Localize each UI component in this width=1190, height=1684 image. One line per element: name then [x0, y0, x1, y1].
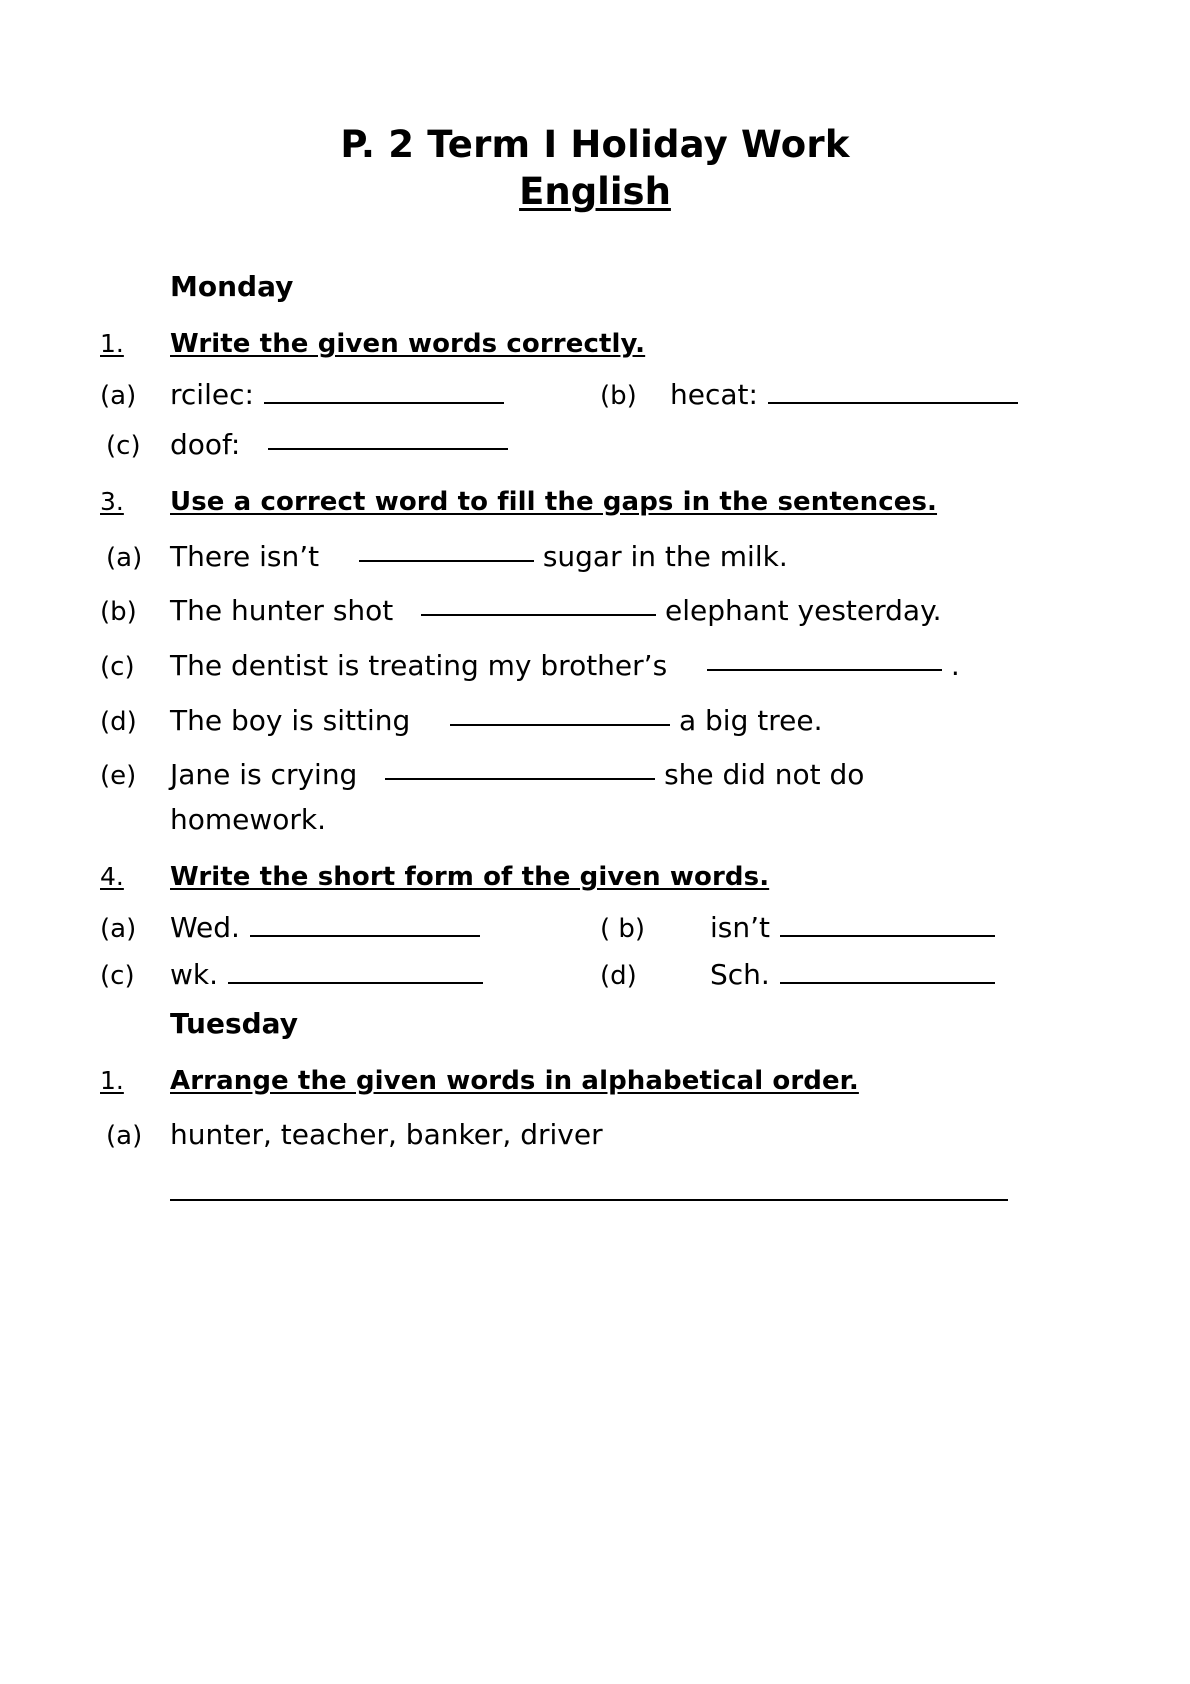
sentence-item-e	[100, 755, 1120, 796]
sentence-before: The dentist is treating my brother’s	[170, 648, 668, 682]
item-label: (b)	[600, 381, 637, 412]
day-heading-tuesday: Tuesday	[170, 1006, 298, 1040]
answer-row	[100, 378, 1120, 411]
item-content	[170, 646, 960, 687]
shortform-item-a	[100, 911, 600, 944]
item-label: (c)	[106, 431, 141, 462]
item-content	[170, 537, 788, 578]
item-word: hecat:	[670, 378, 758, 412]
word-list: hunter, teacher, banker, driver	[170, 1118, 603, 1152]
answer-row	[100, 958, 1120, 991]
item-label: (c)	[100, 651, 135, 682]
sentence-item-d	[100, 701, 1120, 742]
item-label: (a)	[106, 542, 143, 573]
sentence-item-e-continuation: homework.	[170, 802, 327, 836]
item-label: (d)	[100, 706, 137, 737]
sentence-before: The hunter shot	[170, 594, 394, 628]
item-label: (a)	[106, 1121, 143, 1152]
question-instruction: Arrange the given words in alphabetical order.	[170, 1065, 859, 1096]
document-header	[0, 0, 1190, 214]
sentence-after: sugar in the milk.	[542, 539, 788, 573]
question-heading-monday-1	[100, 326, 1120, 362]
item-label: (c)	[100, 960, 135, 991]
item-label: (e)	[100, 761, 137, 792]
sentence-after: she did not do	[664, 758, 865, 792]
blank-field[interactable]	[228, 981, 483, 984]
answer-line[interactable]	[170, 1198, 1008, 1201]
blank-field[interactable]	[780, 934, 995, 937]
answer-line-container	[170, 1198, 1120, 1201]
page-title: P. 2 Term I Holiday Work	[340, 123, 850, 166]
blank-field[interactable]	[707, 668, 942, 671]
sentence-after: elephant yesterday.	[665, 594, 942, 628]
question-number: 4.	[100, 861, 124, 891]
sentence-item-a	[106, 537, 1120, 578]
item-word: isn’t	[710, 910, 770, 944]
item-label: (d)	[600, 960, 637, 991]
blank-field[interactable]	[385, 777, 655, 780]
question-number: 1.	[100, 1065, 124, 1095]
sentence-after: .	[950, 648, 960, 682]
blank-field[interactable]	[359, 559, 534, 562]
blank-field[interactable]	[264, 401, 504, 404]
answer-item-b	[600, 378, 1018, 411]
blank-field[interactable]	[250, 934, 480, 937]
sentence-before: Jane is crying	[170, 758, 358, 792]
worksheet-body	[0, 268, 1190, 1201]
subject-title: English	[519, 170, 671, 214]
day-heading-monday: Monday	[170, 270, 294, 304]
question-number: 3.	[100, 487, 124, 517]
blank-field[interactable]	[268, 447, 508, 450]
blank-field[interactable]	[768, 401, 1018, 404]
blank-field[interactable]	[450, 723, 670, 726]
item-content	[170, 701, 822, 742]
item-label: (a)	[100, 381, 137, 412]
item-label: (b)	[100, 597, 137, 628]
item-label: ( b)	[600, 913, 646, 944]
item-label: (a)	[100, 913, 137, 944]
sentence-after: a big tree.	[678, 703, 823, 737]
answer-item-a	[100, 378, 600, 411]
sentence-item-b	[100, 591, 1120, 632]
answer-row	[100, 911, 1120, 944]
item-content	[170, 591, 942, 632]
sentence-item-c	[100, 646, 1120, 687]
item-word: doof:	[170, 428, 241, 462]
blank-field[interactable]	[421, 613, 656, 616]
wordlist-item-a	[106, 1115, 1120, 1156]
item-content	[170, 425, 508, 466]
item-word: wk.	[170, 957, 219, 991]
question-instruction: Use a correct word to fill the gaps in the sentences.	[170, 487, 938, 518]
item-word: Sch.	[710, 957, 770, 991]
item-word: rcilec:	[170, 378, 254, 412]
sentence-before: There isn’t	[170, 539, 320, 573]
shortform-item-c	[100, 958, 600, 991]
item-content	[170, 755, 864, 796]
shortform-item-b	[600, 911, 995, 944]
item-word: Wed.	[170, 910, 240, 944]
question-heading-monday-3	[100, 484, 1120, 520]
answer-item-c	[106, 425, 1120, 466]
question-number: 1.	[100, 329, 124, 359]
blank-field[interactable]	[780, 981, 995, 984]
question-instruction: Write the short form of the given words.	[170, 861, 770, 892]
question-heading-tuesday-1	[100, 1063, 1120, 1099]
shortform-item-d	[600, 958, 995, 991]
question-instruction: Write the given words correctly.	[170, 329, 646, 360]
question-heading-monday-4	[100, 859, 1120, 895]
sentence-before: The boy is sitting	[170, 703, 411, 737]
